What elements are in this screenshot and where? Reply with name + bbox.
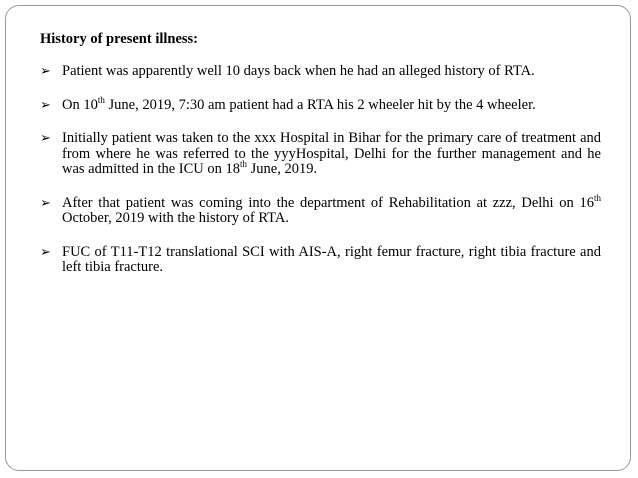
- bullet-item-initial-care: [40, 131, 601, 178]
- bullet-text: June, 2019, 7:30 am patient had a RTA his 2 wheeler hit by the 4 wheeler.: [104, 96, 536, 113]
- arrow-bullet-icon: ➢: [40, 97, 51, 113]
- bullet-item-onset: [40, 64, 601, 80]
- ordinal-superscript: th: [593, 192, 601, 203]
- section-heading: History of present illness:: [40, 31, 199, 47]
- arrow-bullet-icon: ➢: [40, 64, 51, 79]
- arrow-bullet-icon: ➢: [40, 244, 51, 260]
- bullet-text: Initially patient was taken to the xxx Hospital in Bihar for the primary care of treatment and from where he was referred to the yyyHospital, Delhi for the further management and he was admitted in the ICU on 18: [62, 130, 601, 177]
- bullet-item-diagnosis: [40, 245, 601, 276]
- bullet-text: FUC of T11-T12 translational SCI with AIS-A, right femur fracture, right tibia fracture and left tibia fracture.: [62, 243, 601, 275]
- bullet-list: [40, 64, 601, 276]
- bullet-text: June, 2019.: [247, 161, 318, 177]
- bullet-item-accident-date: [40, 94, 601, 114]
- bullet-text: Patient was apparently well 10 days back when he had an alleged history of RTA.: [62, 63, 535, 79]
- ordinal-superscript: th: [97, 94, 105, 105]
- arrow-bullet-icon: ➢: [40, 195, 51, 211]
- bullet-item-rehabilitation: [40, 192, 601, 227]
- bullet-text: On 10: [62, 96, 98, 113]
- ordinal-superscript: th: [240, 159, 248, 170]
- slide-content: [40, 31, 601, 294]
- bullet-text: After that patient was coming into the department of Rehabilitation at zzz, Delhi on 16: [62, 194, 594, 211]
- bullet-text: October, 2019 with the history of RTA.: [62, 210, 289, 226]
- arrow-bullet-icon: ➢: [40, 131, 51, 146]
